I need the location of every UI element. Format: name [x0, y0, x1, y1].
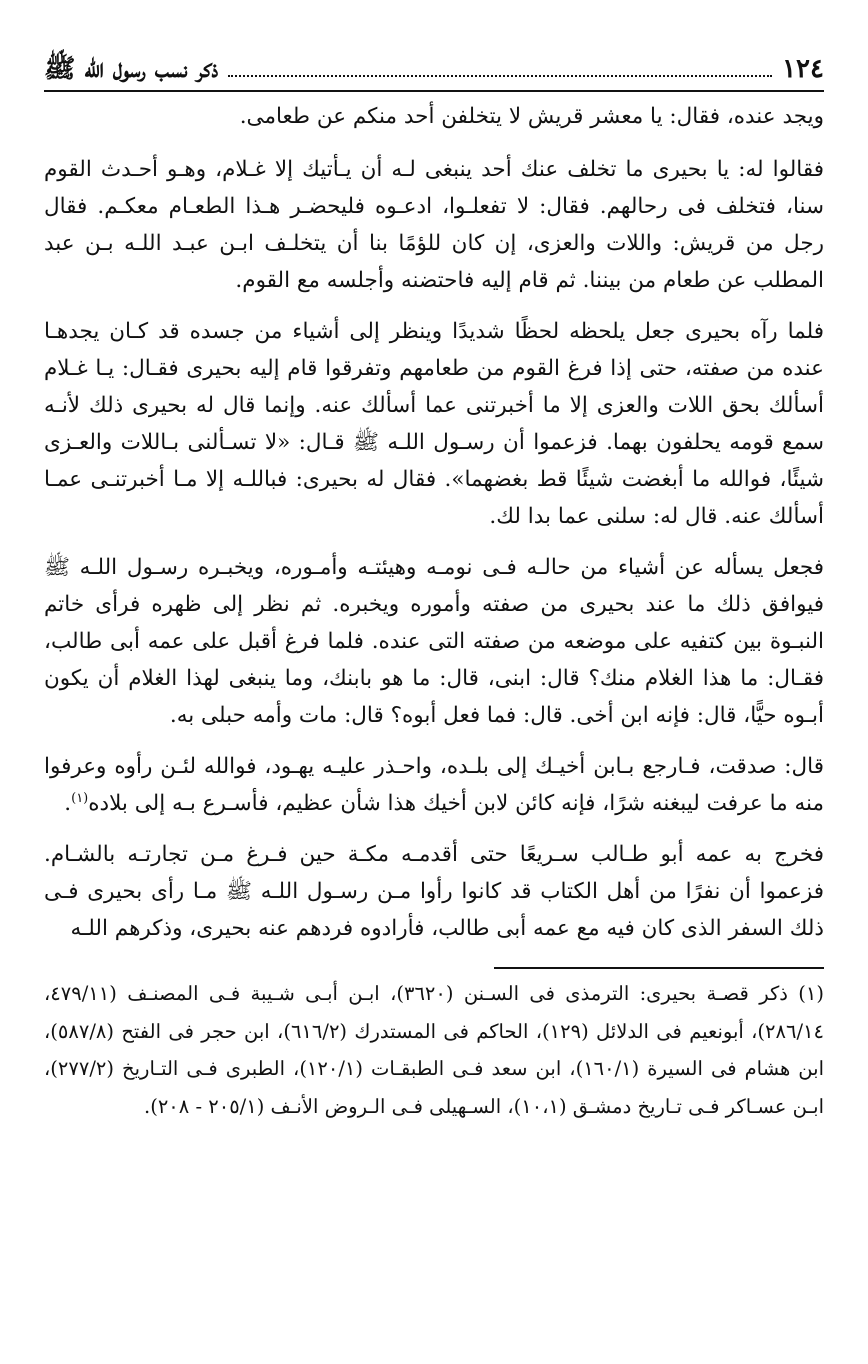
- page-number: ١٢٤: [782, 54, 824, 84]
- paragraph: فلما رآه بحيرى جعل يلحظه لحظًا شديدًا وينظر إلى أشياء من جسده قد كـان يجدهـا عنده من صفته، حتى إذا فرغ القوم من طعامهم وتفرقوا قام إليه بحيرى فقـال: يـا غـلام أسألك بحق اللات والعزى إلا ما أخبرتنى عما أسألك عنه. وإنما قال له بحيرى ذلك لأنـه سمع قومه يحلفون بهما. فزعموا أن رسـول اللـه ﷺ قـال: «لا تسـألنى بـاللات والعـزى شيئًا، فوالله ما أبغضت شيئًا قط بغضهما». فقال له بحيرى: فباللـه إلا مـا أخبرتنـى عمـا أسألك عنه. قال له: سلنى عما بدا لك.: [44, 319, 824, 529]
- paragraph-text: قال: صدقت، فـارجع بـابن أخيـك إلى بلـده، واحـذر عليـه يهـود، فوالله لئـن رأوه وعرفوا منه ما عرفت ليبغنه شرًا، فإنه كائن لابن أخيك هذا شأن عظيم، فأسـرع بـه إلى بلاده: [44, 754, 824, 816]
- paragraph: ويجد عنده، فقال: يا معشر قريش لا يتخلفن أحد منكم عن طعامى.: [239, 104, 824, 129]
- footnotes: [44, 975, 824, 1125]
- main-text: [44, 98, 824, 947]
- footnote: (١) ذكر قصـة بحيرى: الترمذى فى السـنن (٣٦٢٠)، ابـن أبـى شـيبة فـى المصنـف (٤٧٩/١١، ٢٨٦/١٤)، أبونعيم فى الدلائل (١٢٩)، الحاكم فى المستدرك (٦١٦/٢)، ابن حجر فى الفتح (٥٨٧/٨)، ابن هشام فى السيرة (١٦٠/١)، ابن سعد فـى الطبقـات (١٢٠/١)، الطبرى فـى التـاريخ (٢٧٧/٢)، ابـن عسـاكر فـى تـاريخ دمشـق (١٠،١)، السـهيلى فـى الـروض الأنـف (٢٠٥/١ - ٢٠٨).: [44, 982, 824, 1118]
- header-title: ذكر نسب رسول الله ﷺ: [44, 54, 219, 84]
- paragraph-with-footnote: [44, 748, 824, 822]
- footnote-separator: [494, 967, 824, 969]
- paragraph-end-mark: .: [64, 791, 72, 816]
- footnote-reference[interactable]: (١): [71, 790, 89, 806]
- paragraph: فقالوا له: يا بحيرى ما تخلف عنك أحد ينبغى لـه أن يـأتيك إلا غـلام، وهـو أحـدث القوم سنا، فتخلف فى رحالهم. فقال: لا تفعلـوا، ادعـوه فليحضـر هـذا الطعـام معكـم. فقال رجل من قريش: واللات والعزى، إن كان للؤمًا بنا أن يتخلـف ابـن عبـد اللـه بـن عبد المطلب عن طعام من بيننا. ثم قام إليه فاحتضنه وأجلسه مع القوم.: [44, 157, 824, 293]
- paragraph: فجعل يسأله عن أشياء من حالـه فـى نومـه وهيئتـه وأمـوره، ويخبـره رسـول اللـه ﷺ فيوافق ذلك ما عند بحيرى من صفته وأموره ويخبره. ثم نظر إلى ظهره فرأى خاتم النبـوة بين كتفيه على موضعه من صفته التى عنده. فلما فرغ أقبل على عمه أبى طالب، فقـال: ما هذا الغلام منك؟ قال: ابنى، قال: ما هو بابنك، وما ينبغى لهذا الغلام أن يكون أبـوه حيًّا، قال: فإنه ابن أخى. قال: فما فعل أبوه؟ قال: مات وأمه حبلى به.: [44, 555, 824, 728]
- running-header: [44, 52, 824, 92]
- header-leader-dots: [228, 75, 772, 77]
- paragraph: فخرج به عمه أبو طـالب سـريعًا حتى أقدمـه مكـة حين فـرغ مـن تجارتـه بالشـام. فزعموا أن نفرًا من أهل الكتاب قد كانوا رأوا مـن رسـول اللـه ﷺ مـا رأى بحيرى فـى ذلك السفر الذى كان فيه مع عمه أبى طالب، فأرادوه فردهم عنه بحيرى، وذكرهم اللـه: [44, 842, 824, 941]
